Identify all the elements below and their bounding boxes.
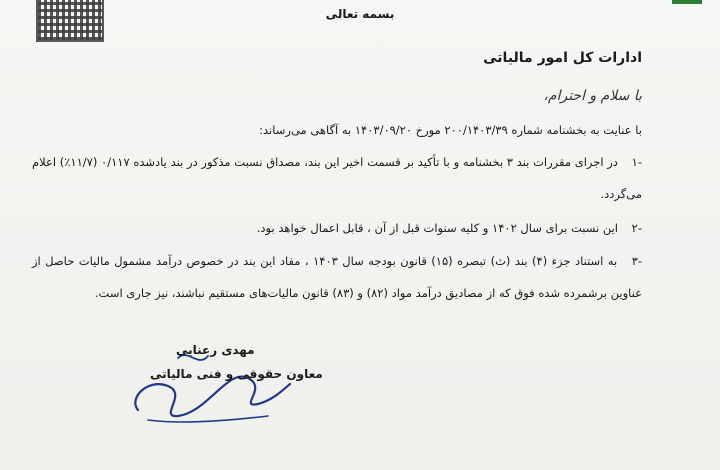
list-item-1	[32, 146, 642, 210]
list-item-text: به استناد جزء (۴) بند (ث) تبصره (۱۵) قانون بودجه سال ۱۴۰۳ ، مفاد این بند در خصوص درآمد مشمول مالیات حاصل از عناوین برشمرده شده فوق که از مصادیق درآمد مواد (۸۲) و (۸۳) قانون مالیات‌های مستقیم نباشند، نیز جاری است.	[32, 254, 642, 300]
list-item-number: -۲	[631, 221, 642, 235]
list-item-number: -۱	[631, 155, 642, 169]
list-item-number: -۳	[631, 254, 643, 268]
list-item-text: این نسبت برای سال ۱۴۰۲ و کلیه سنوات قبل از آن ، قابل اعمال خواهد بود.	[256, 221, 618, 235]
signatory-title: معاون حقوقی و فنی مالیاتی	[150, 367, 323, 381]
intro-paragraph: با عنایت به بخشنامه شماره ۲۰۰/۱۴۰۳/۳۹ مورخ ۱۴۰۳/۰۹/۲۰ به آگاهی می‌رساند:	[259, 123, 642, 137]
signatory-name: مهدی رعنایی	[176, 343, 255, 357]
greeting-text: با سلام و احترام،	[543, 88, 642, 104]
bismillah-header: بسمه تعالی	[325, 7, 395, 21]
recipient-heading: ادارات کل امور مالیاتی	[483, 50, 642, 66]
logo-mark	[672, 0, 702, 4]
list-item-3	[32, 245, 642, 309]
list-item-2	[32, 212, 642, 244]
list-item-text: در اجرای مقررات بند ۳ بخشنامه و با تأکید بر قسمت اخیر این بند، مصداق نسبت مذکور در بند یادشده ۰/۱۱۷ (۱۱/۷٪) اعلام می‌گردد.	[32, 155, 642, 201]
qr-code	[36, 0, 104, 42]
